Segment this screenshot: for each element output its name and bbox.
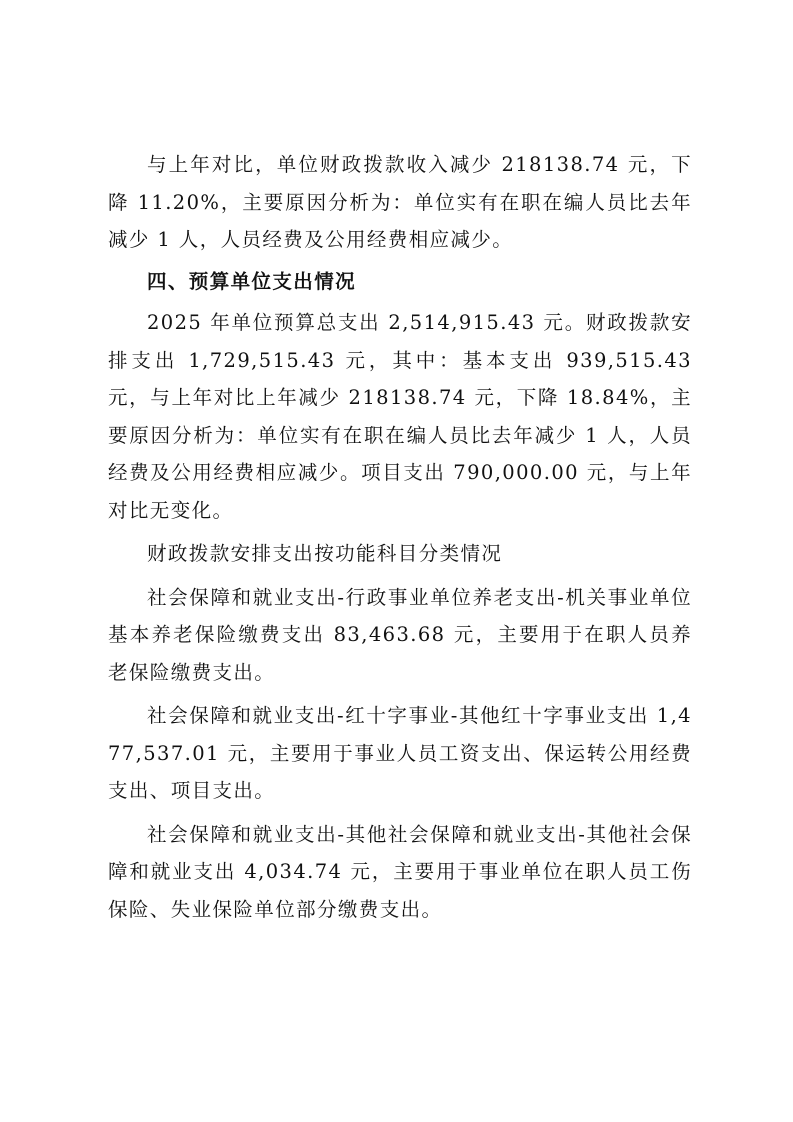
paragraph-pension-expenditure: 社会保障和就业支出-行政事业单位养老支出-机关事业单位基本养老保险缴费支出 83,463.68 元，主要用于在职人员养老保险缴费支出。 [108,585,692,684]
paragraph-red-cross-expenditure: 社会保障和就业支出-红十字事业-其他红十字事业支出 1,477,537.01 元，主要用于事业人员工资支出、保运转公用经费支出、项目支出。 [108,704,692,802]
paragraph-revenue-comparison: 与上年对比，单位财政拨款收入减少 218138.74 元，下降 11.20%，主要原因分析为：单位实有在职在编人员比去年减少 1 人，人员经费及公用经费相应减少。 [108,153,692,251]
paragraph-other-social-security-expenditure: 社会保障和就业支出-其他社会保障和就业支出-其他社会保障和就业支出 4,034.74 元，主要用于事业单位在职人员工伤保险、失业保险单位部分缴费支出。 [108,822,692,921]
paragraph-functional-classification: 财政拨款安排支出按功能科目分类情况 [147,542,503,565]
document-body [108,146,692,928]
section-heading-expenditure: 四、预算单位支出情况 [147,269,357,293]
paragraph-total-expenditure: 2025 年单位预算总支出 2,514,915.43 元。财政拨款安排支出 1,729,515.43 元，其中：基本支出 939,515.43 元，与上年对比上年减少 218138.74 元，下降 18.84%，主要原因分析为：单位实有在职在编人员比去年减少 1 人，人员经费及公用经费相应减少。项目支出 790,000.00 元，与上年对比无变化。 [108,311,692,522]
